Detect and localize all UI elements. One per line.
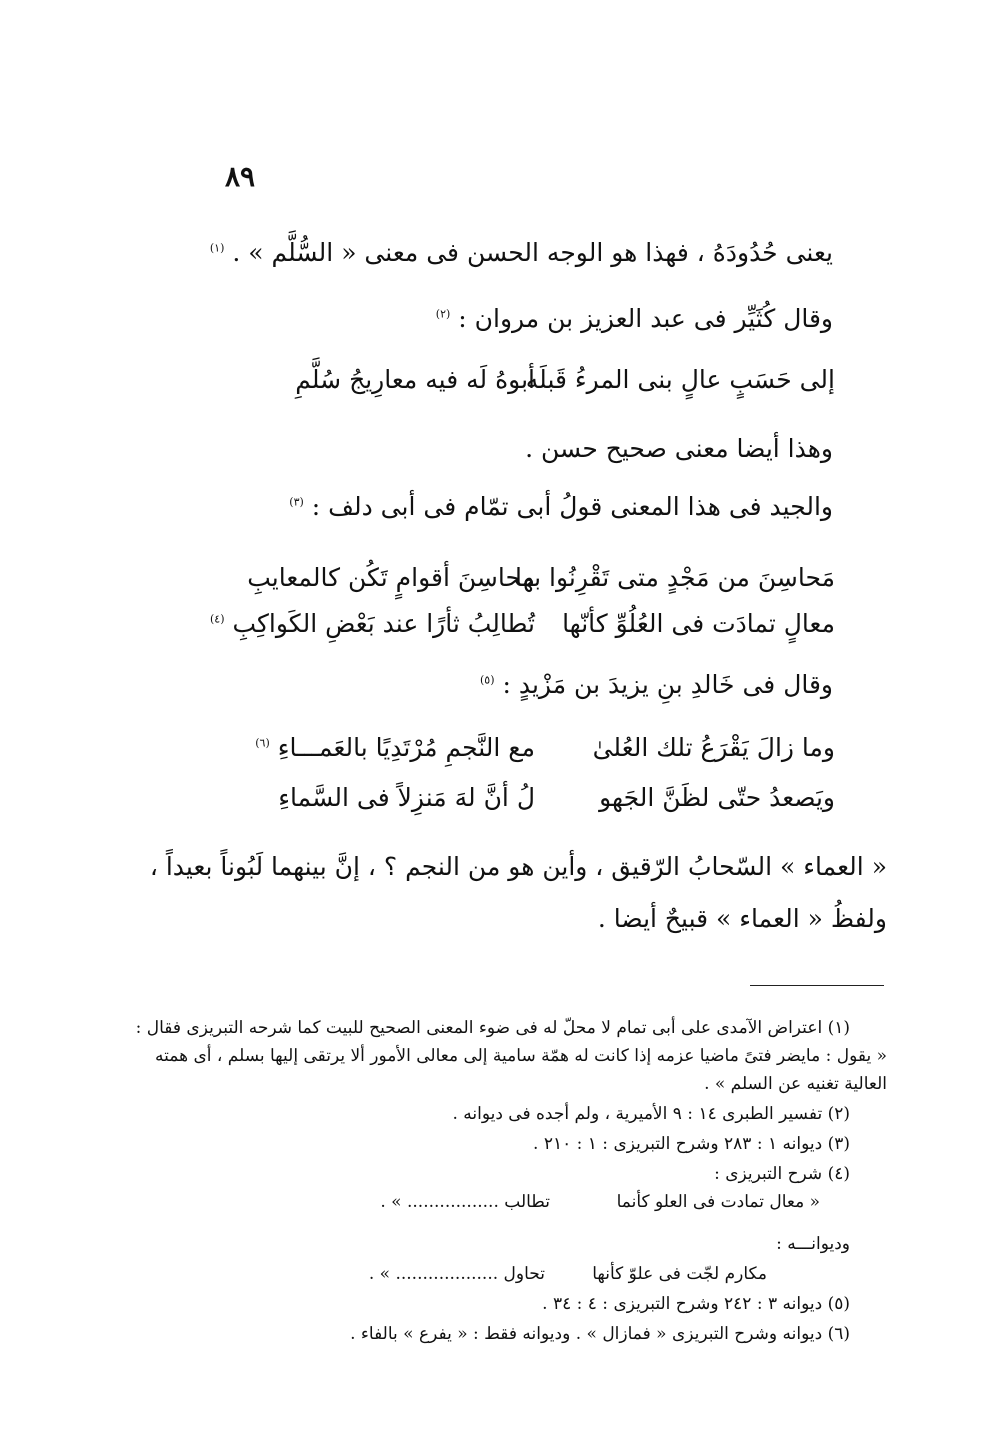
page-number: ٨٩ xyxy=(225,160,256,193)
footnote-1-line-a: (١) اعتراض الآمدى على أبى تمام لا محلّ له فى ضوء المعنى الصحيح للبيت كما شرحه التبريزى فقال : xyxy=(135,1018,850,1038)
body-line-7-text: ولفظُ « العماء » قبيحٌ أيضا . xyxy=(597,904,887,933)
footnote-mark-2: (٢) xyxy=(435,307,451,321)
body-line-4-text: والجيد فى هذا المعنى قولُ أبى تمّام فى أبى دلف : xyxy=(311,492,833,521)
body-line-6-text: « العماء » السّحابُ الرّقيق ، وأين هو من النجم ؟ ، إنَّ بينهما لَبُوناً بعيداً ، xyxy=(149,852,887,881)
footnote-separator xyxy=(750,985,884,986)
footnote-1-line-c: العالية تغنيه عن السلم » . xyxy=(704,1074,887,1094)
verse-2-second-hemistich: محاسِنَ أقوامٍ تَكُن كالمعايبِ xyxy=(247,563,535,592)
footnote-4: (٤) شرح التبريزى : xyxy=(714,1164,850,1184)
verse-5 xyxy=(245,778,835,818)
verse-4 xyxy=(245,728,835,768)
verse-4-first-hemistich: وما زالَ يَقْرَعُ تلك العُلىٰ xyxy=(592,733,835,762)
footnote-mark-4: (٤) xyxy=(209,612,225,626)
verse-5-first-hemistich: ويَصعدُ حتّى لظَنَّ الجَهو xyxy=(599,783,835,812)
verse-3 xyxy=(209,604,835,644)
body-line-2 xyxy=(436,302,833,336)
verse-2-first-hemistich: مَحاسِنَ من مَجْدٍ متى تَقْرِنُوا بها xyxy=(514,563,835,592)
verse-4-second-hemistich xyxy=(245,728,535,768)
verse-5-second-hemistich: لُ أنَّ لهَ مَنزِلاً فى السَّماءِ xyxy=(278,783,535,812)
footnote-mark-1: (١) xyxy=(209,241,225,255)
footnote-4-diwan-second: تحاول ................... » . xyxy=(368,1264,545,1284)
body-line-5 xyxy=(480,668,833,702)
verse-1 xyxy=(245,360,835,400)
verse-1-second-hemistich: أبوهُ لَه فيه معارِيجُ سُلَّمِ xyxy=(295,365,535,394)
footnote-4-verse-first: « معال تمادت فى العلو كأنما xyxy=(616,1192,820,1212)
body-line-3 xyxy=(525,432,833,466)
body-line-3-text: وهذا أيضا معنى صحيح حسن . xyxy=(525,434,833,463)
verse-3-second-hemistich xyxy=(209,604,535,644)
body-line-6 xyxy=(150,850,887,884)
body-line-5-text: وقال فى خَالدِ بنِ يزيدَ بن مَزْيدٍ : xyxy=(502,670,833,699)
footnote-5: (٥) ديوانه ٣ : ٢٤٢ وشرح التبريزى : ٤ : ٣٤ . xyxy=(542,1294,850,1314)
body-line-7 xyxy=(598,902,887,936)
verse-3-second-hemistich-text: تُطالِبُ ثأرًا عند بَعْضِ الكَواكِبِ xyxy=(232,609,535,638)
verse-4-second-hemistich-text: مع النَّجمِ مُرْتَدِيًا بالعَمـــاءِ xyxy=(277,733,535,762)
footnote-4-verse-second: تطالب ................. » . xyxy=(380,1192,550,1212)
verse-3-first-hemistich: معالٍ تمادَت فى العُلُوِّ كأنّها xyxy=(562,609,835,638)
body-line-2-text: وقال كُثَيِّر فى عبد العزيز بن مروان : xyxy=(458,304,833,333)
footnote-6: (٦) ديوانه وشرح التبريزى « فمازال » . وديوانه فقط : « يفرع » بالفاء . xyxy=(350,1324,850,1344)
footnote-mark-5: (٥) xyxy=(480,673,495,687)
footnote-3: (٣) ديوانه ١ : ٢٨٣ وشرح التبريزى : ١ : ٢١٠ . xyxy=(533,1134,850,1154)
verse-2 xyxy=(245,558,835,598)
footnote-1-line-b: « يقول : مايضر فتىً ماضيا عزمه إذا كانت له همّة سامية إلى معالى الأمور ألا يرتقى إليها بسلم ، أى همته xyxy=(155,1046,887,1066)
body-line-1-text: يعنى حُدُودَهُ ، فهذا هو الوجه الحسن فى معنى « السُّلَّم » . xyxy=(232,238,833,267)
footnote-mark-3: (٣) xyxy=(289,495,304,509)
footnote-4-diwan-first: مكارم لجّت فى علوّ كأنها xyxy=(592,1264,767,1284)
body-line-4 xyxy=(289,490,833,524)
footnote-4-diwan-label: وديوانـــه : xyxy=(776,1234,850,1254)
body-line-1 xyxy=(210,236,833,270)
verse-1-first-hemistich: إلى حَسَبٍ عالٍ بنى المرءُ قَبلَه xyxy=(525,365,835,394)
footnote-2: (٢) تفسير الطبرى ١٤ : ٩ الأميرية ، ولم أجده فى ديوانه . xyxy=(452,1104,850,1124)
footnote-mark-6: (٦) xyxy=(255,736,270,750)
